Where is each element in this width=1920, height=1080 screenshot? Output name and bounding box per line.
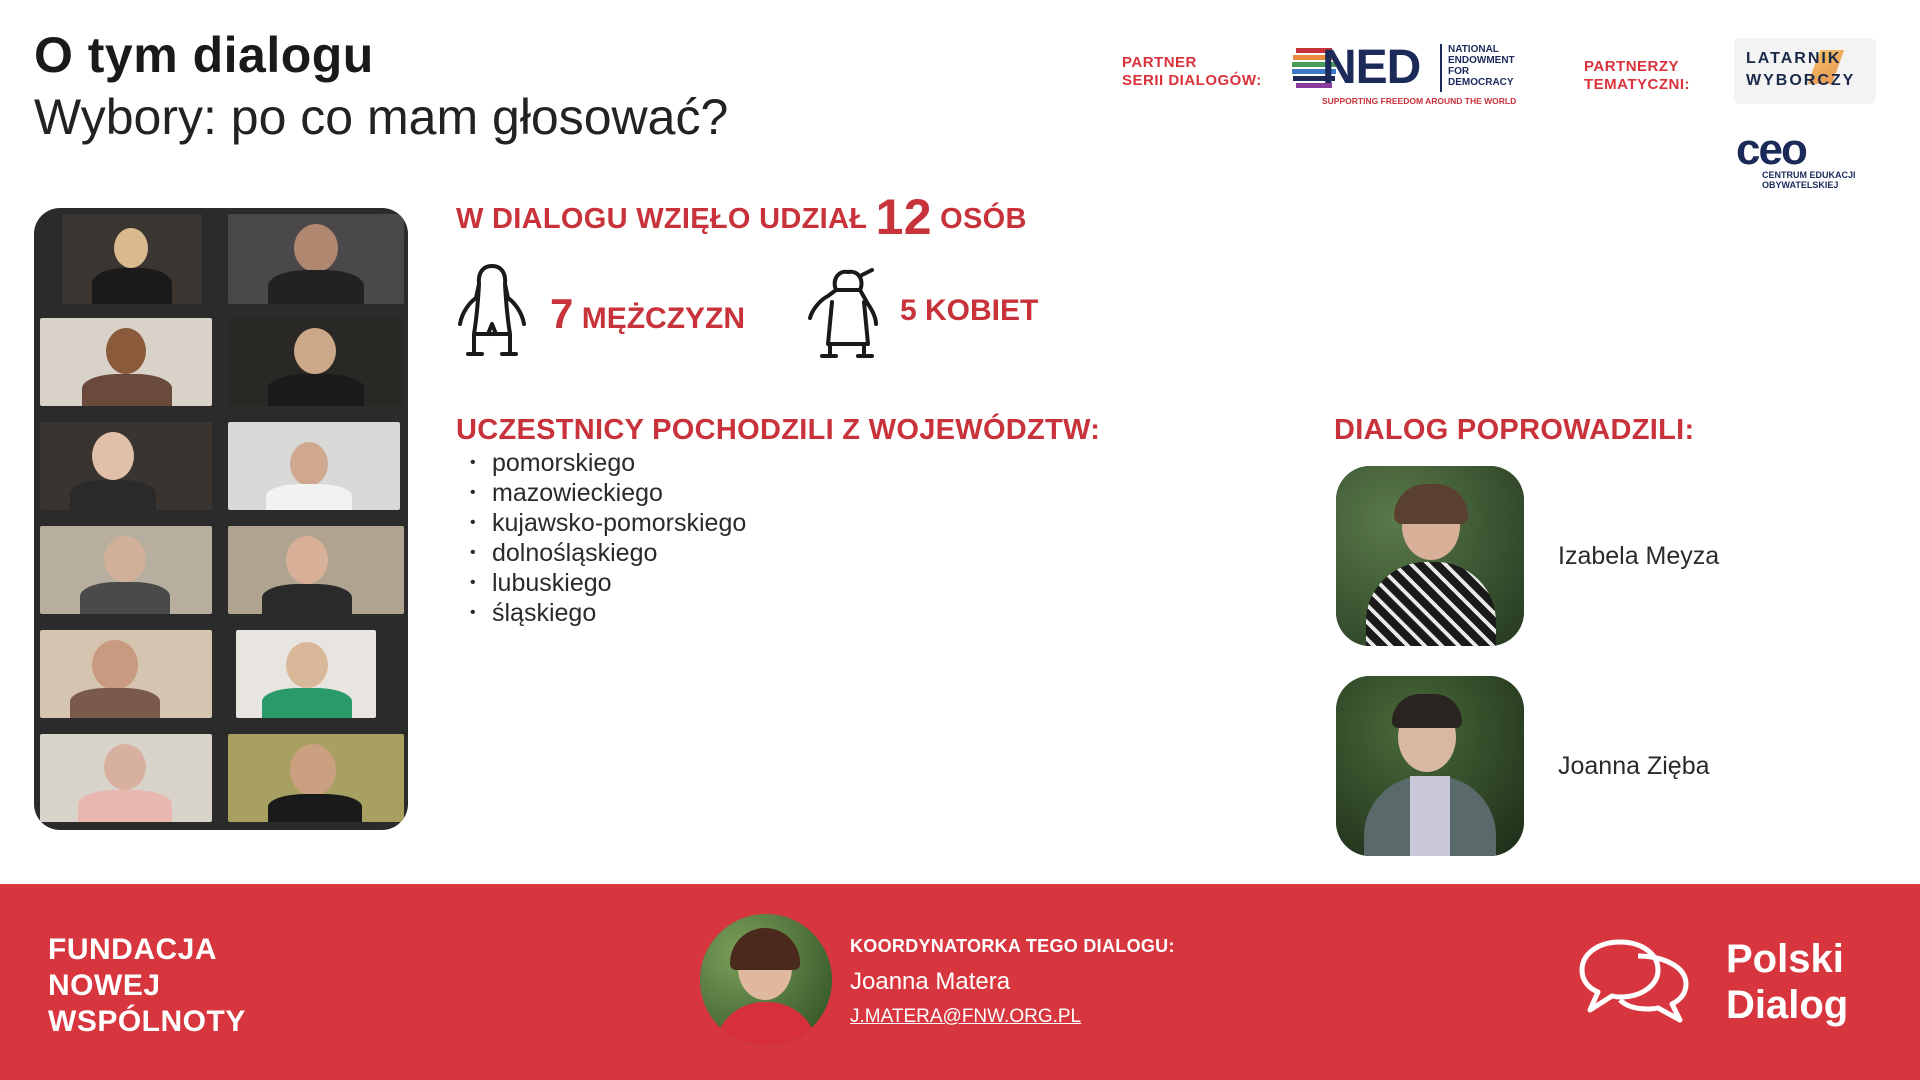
footer-bar — [0, 884, 1920, 1080]
ceo-sub-line2: OBYWATELSKIEJ — [1762, 180, 1839, 190]
thematic-label-line2: TEMATYCZNI: — [1584, 76, 1691, 93]
ceo-subtitle — [1762, 170, 1866, 190]
series-partner-label-line2: SERII DIALOGÓW: — [1122, 72, 1262, 89]
participant-tile — [228, 526, 404, 614]
series-partner-label — [1122, 54, 1262, 90]
participant-tile — [40, 318, 212, 406]
participant-tile — [62, 214, 202, 304]
ned-text-line2: ENDOWMENT — [1448, 55, 1515, 66]
woman-icon — [802, 266, 886, 360]
series-partner-label-line1: PARTNER — [1122, 54, 1197, 71]
video-call-screenshot — [34, 208, 408, 830]
list-item: • śląskiego — [470, 598, 746, 628]
participant-tile — [40, 526, 212, 614]
ned-divider — [1440, 44, 1442, 92]
brand-line2: Dialog — [1726, 983, 1849, 1027]
participant-tile — [228, 318, 404, 406]
fnw-logo — [48, 932, 246, 1040]
moderators-heading: DIALOG POPROWADZILI: — [1334, 414, 1695, 446]
list-item: • kujawsko-pomorskiego — [470, 508, 746, 538]
ned-text-line4: DEMOCRACY — [1448, 77, 1514, 88]
thematic-label-line1: PARTNERZY — [1584, 58, 1680, 75]
ned-text-line3: FOR — [1448, 66, 1470, 77]
regions-heading: UCZESTNICY POCHODZILI Z WOJEWÓDZTW: — [456, 414, 1101, 446]
moderator-photo — [1336, 466, 1524, 646]
participant-tile — [40, 734, 212, 822]
ceo-logo — [1736, 125, 1866, 202]
women-count: 5 KOBIET — [900, 294, 1039, 327]
moderator-photo — [1336, 676, 1524, 856]
ned-full-name — [1448, 44, 1515, 88]
participant-tile — [228, 214, 404, 304]
page-title: O tym dialogu — [34, 27, 374, 83]
regions-list — [470, 448, 746, 628]
men-count-number: 7 — [550, 290, 574, 337]
ned-wordmark: NED — [1322, 41, 1421, 94]
list-item: • dolnośląskiego — [470, 538, 746, 568]
participant-tile — [236, 630, 376, 718]
coordinator-photo — [700, 914, 832, 1046]
moderator-name: Joanna Zięba — [1558, 752, 1710, 780]
ned-logo — [1292, 40, 1542, 108]
participants-total: 12 — [875, 189, 932, 245]
page-subtitle: Wybory: po co mam głosować? — [34, 89, 729, 145]
man-icon — [452, 262, 532, 360]
men-count-label: MĘŻCZYZN — [581, 302, 746, 335]
latarnik-wyborczy-logo — [1734, 38, 1876, 104]
participant-tile — [40, 422, 212, 510]
latarnik-line2: WYBORCZY — [1746, 72, 1856, 89]
brand-line1: Polski — [1726, 937, 1844, 981]
polski-dialog-logo — [1726, 936, 1848, 1028]
fnw-line3: WSPÓLNOTY — [48, 1005, 246, 1038]
coordinator-label: KOORDYNATORKA TEGO DIALOGU: — [850, 936, 1175, 956]
ned-tagline: SUPPORTING FREEDOM AROUND THE WORLD — [1322, 96, 1517, 106]
thematic-partners-label — [1584, 58, 1690, 94]
participant-tile — [228, 422, 400, 510]
latarnik-wordmark — [1746, 48, 1855, 92]
coordinator-name: Joanna Matera — [850, 968, 1011, 995]
participant-tile — [40, 630, 212, 718]
participants-unit: OSÓB — [940, 203, 1027, 235]
coordinator-email-link[interactable]: J.MATERA@FNW.ORG.PL — [850, 1006, 1082, 1027]
ceo-sub-line1: CENTRUM EDUKACJI — [1762, 170, 1856, 180]
fnw-line2: NOWEJ — [48, 969, 161, 1002]
ned-text-line1: NATIONAL — [1448, 44, 1499, 55]
participant-tile — [228, 734, 404, 822]
fnw-line1: FUNDACJA — [48, 933, 217, 966]
ceo-wordmark: ceo — [1736, 125, 1806, 174]
participants-intro-text: W DIALOGU WZIĘŁO UDZIAŁ — [456, 203, 868, 235]
list-item: • lubuskiego — [470, 568, 746, 598]
speech-bubbles-icon — [1576, 934, 1692, 1024]
moderator-name: Izabela Meyza — [1558, 542, 1720, 570]
men-count — [550, 290, 745, 338]
participants-count-heading — [456, 188, 1027, 246]
list-item: • pomorskiego — [470, 448, 746, 478]
list-item: • mazowieckiego — [470, 478, 746, 508]
latarnik-line1: LATARNIK — [1746, 50, 1842, 67]
